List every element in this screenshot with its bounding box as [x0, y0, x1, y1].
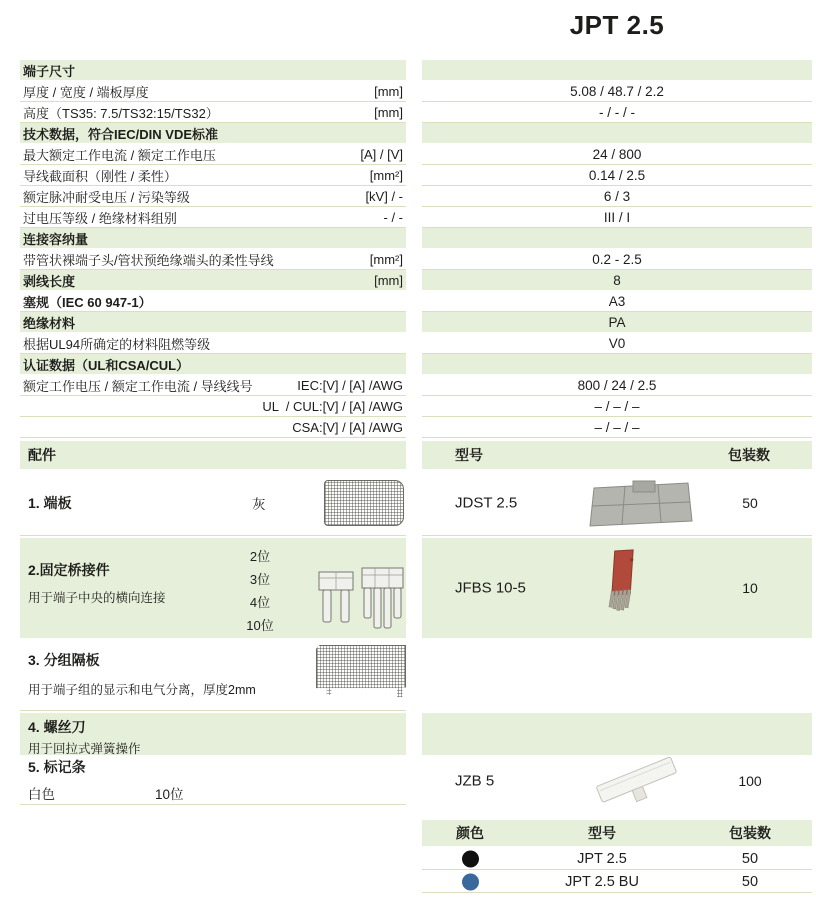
color-column-header: 颜色 [456, 825, 484, 841]
spec-row [20, 291, 812, 312]
model-column-header: 型号 [455, 447, 483, 463]
spec-label: 过电压等级 / 绝缘材料组别 [23, 210, 177, 226]
accessory-name: 2.固定桥接件 [28, 562, 110, 578]
spec-row [20, 396, 812, 417]
spec-unit: [kV] / - [365, 188, 403, 204]
spec-value: 24 / 800 [422, 144, 812, 165]
spec-table [20, 60, 812, 438]
accessory-color: 灰 [252, 496, 266, 512]
spec-value [422, 123, 812, 144]
product-qty: 50 [742, 494, 758, 511]
accessory-name: 1. 端板 [28, 494, 72, 511]
spec-section-header [20, 123, 406, 144]
accessory-row-bridge [20, 538, 406, 638]
color-dot [461, 849, 480, 868]
accessory-positions: 10位 [155, 787, 184, 802]
accessory-desc: 用于端子中央的横向连接 [28, 591, 166, 605]
spec-row [20, 186, 812, 207]
spec-label: 连接容纳量 [23, 231, 89, 247]
bridge-images [318, 564, 404, 630]
variant-qty: 50 [741, 850, 759, 867]
spec-unit: [mm] [374, 272, 403, 288]
spec-unit: UL / CUL:[V] / [A] /AWG [262, 398, 403, 414]
page-title: JPT 2.5 [569, 10, 665, 40]
spec-unit: [mm²] [369, 167, 403, 183]
accessory-name: 5. 标记条 [28, 759, 86, 775]
spec-value: A3 [422, 291, 812, 312]
spec-value [422, 60, 812, 81]
variants-header [422, 820, 812, 846]
spec-value: 0.14 / 2.5 [422, 165, 812, 186]
spec-label: 导线截面积（刚性 / 柔性） [23, 168, 177, 184]
spec-label: 额定脉冲耐受电压 / 污染等级 [23, 189, 190, 205]
accessory-name: 3. 分组隔板 [28, 652, 100, 668]
spec-row [20, 354, 812, 375]
accessories-title: 配件 [20, 441, 406, 469]
partition-image [316, 645, 406, 701]
spec-value [422, 228, 812, 249]
spec-row [20, 333, 812, 354]
product-row-jfbs [422, 538, 812, 638]
spec-unit: [mm] [374, 104, 403, 120]
spec-row [20, 312, 812, 333]
color-dot [461, 872, 480, 891]
spec-row [20, 375, 812, 396]
accessory-option: 4位 [249, 595, 271, 610]
spec-unit: [mm²] [369, 251, 403, 267]
accessories-header [20, 441, 812, 469]
spec-label: 最大额定工作电流 / 额定工作电压 [23, 147, 216, 163]
variant-model: JPT 2.5 BU [565, 873, 639, 890]
spec-value: PA [422, 312, 812, 333]
spec-label: 绝缘材料 [23, 315, 76, 331]
model-column-header: 型号 [588, 825, 616, 841]
variant-qty: 50 [741, 873, 759, 890]
spec-value: – / – / – [422, 417, 812, 438]
spec-label: 额定工作电压 / 额定工作电流 / 导线线号 [23, 378, 253, 394]
spec-row [20, 207, 812, 228]
spec-value: – / – / – [422, 396, 812, 417]
spec-row [20, 417, 812, 438]
spec-row [20, 60, 812, 81]
spec-section-header [20, 354, 406, 375]
spec-value: - / - / - [422, 102, 812, 123]
spec-row [20, 165, 812, 186]
variant-row [422, 871, 812, 893]
spec-row [20, 144, 812, 165]
spec-row [20, 228, 812, 249]
green-spacer-band [422, 713, 812, 755]
qty-column-header: 包装数 [728, 447, 770, 463]
product-row-jdst [422, 470, 812, 536]
accessory-option: 10位 [246, 618, 274, 633]
spec-label: 塞规（IEC 60 947-1） [23, 294, 152, 310]
spec-value: 5.08 / 48.7 / 2.2 [422, 81, 812, 102]
spec-row [20, 249, 812, 270]
spec-unit: [A] / [V] [360, 146, 403, 162]
accessory-name: 4. 螺丝刀 [28, 719, 86, 735]
spec-label: 高度（TS35: 7.5/TS32:15/TS32） [23, 105, 219, 121]
product-qty: 10 [742, 580, 758, 596]
product-model: JZB 5 [455, 772, 495, 790]
variant-row [422, 848, 812, 870]
spec-row [20, 102, 812, 123]
spec-label: 认证数据（UL和CSA/CUL） [23, 357, 190, 373]
spec-value: 0.2 - 2.5 [422, 249, 812, 270]
accessory-row-screwdriver [20, 713, 406, 755]
accessory-option: 2位 [249, 549, 271, 564]
spec-row [20, 270, 812, 291]
spec-label: 端子尺寸 [23, 63, 76, 79]
accessory-options [205, 545, 315, 637]
accessory-desc: 用于端子组的显示和电气分离，厚度2mm [28, 683, 256, 697]
accessory-color: 白色 [28, 787, 55, 802]
spec-row [20, 81, 812, 102]
spec-value: 6 / 3 [422, 186, 812, 207]
qty-column-header: 包装数 [729, 825, 771, 841]
spec-value: III / I [422, 207, 812, 228]
spec-value: V0 [422, 333, 812, 354]
spec-label: 剥线长度 [23, 273, 76, 289]
spec-row [20, 123, 812, 144]
accessory-row-marker [20, 757, 406, 805]
spec-unit: IEC:[V] / [A] /AWG [297, 377, 403, 393]
spec-label: 根据UL94所确定的材料阻燃等级 [23, 336, 211, 352]
jfbs-image [585, 546, 703, 630]
spec-section-header [20, 228, 406, 249]
end-plate-image [324, 480, 404, 526]
jdst-image [585, 475, 703, 531]
spec-unit: [mm] [374, 83, 403, 99]
product-qty: 100 [738, 773, 762, 789]
spec-value [422, 354, 812, 375]
jzb-image [585, 753, 703, 809]
accessory-row-partition [20, 640, 406, 711]
product-model: JFBS 10-5 [455, 579, 526, 597]
spec-label: 带管状裸端子头/管状预绝缘端头的柔性导线 [23, 252, 274, 268]
spec-value: 8 [422, 270, 812, 291]
spec-label: 厚度 / 宽度 / 端板厚度 [23, 84, 149, 100]
accessory-option: 3位 [249, 572, 271, 587]
spec-label: 技术数据，符合IEC/DIN VDE标准 [23, 126, 219, 142]
variant-model: JPT 2.5 [577, 850, 627, 867]
spec-section-header [20, 312, 406, 333]
spec-unit: - / - [383, 209, 403, 225]
spec-value: 800 / 24 / 2.5 [422, 375, 812, 396]
accessory-desc: 用于回拉式弹簧操作 [28, 742, 141, 756]
spec-section-header [20, 60, 406, 81]
spec-unit: CSA:[V] / [A] /AWG [292, 419, 403, 435]
product-row-jzb [422, 757, 812, 805]
accessory-row-endplate [20, 470, 406, 536]
product-model: JDST 2.5 [455, 494, 518, 511]
